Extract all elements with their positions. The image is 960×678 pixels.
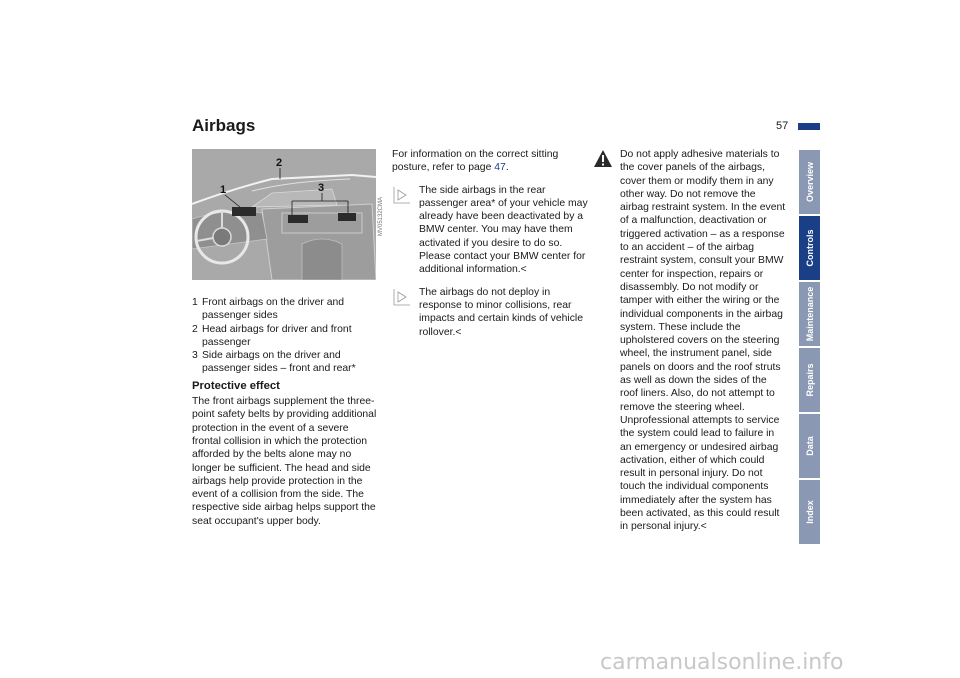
column-3 [593,148,786,534]
car-interior-drawing [192,149,376,280]
tab-data[interactable]: Data [799,414,820,478]
airbag-illustration [192,149,376,280]
callout-1: 1 [220,184,227,196]
legend-item: 2 Head airbags for driver and front passenger [192,323,352,348]
legend-block [192,296,378,528]
page-title: Airbags [192,116,256,135]
callout-2: 2 [276,157,283,169]
tab-maintenance[interactable]: Maintenance [799,282,820,346]
note-icon [392,185,412,205]
column-2 [392,148,588,339]
watermark: carmanualsonline.info [600,650,844,675]
figure-code: MV05132CMA [378,196,384,236]
tab-repairs[interactable]: Repairs [799,348,820,412]
tab-index[interactable]: Index [799,480,820,544]
note-deploy-conditions: The airbags do not deploy in response to minor collisions, rear impacts and certain kinds of vehicle rollover.< [392,286,588,339]
warning-icon [593,149,613,169]
legend-item: 1 Front airbags on the driver and passenger sides [192,297,345,322]
tab-overview[interactable]: Overview [799,150,820,214]
protective-paragraph: The front airbags supplement the three-point safety belts by providing additional protection in the event of a severe frontal collision in which the protection afforded by the belts alone may no longer be sufficient. The head and side airbags help provide protection in the event of a collision from the side. The respective side airbag helps support the seat occupant's upper body. [192,396,377,527]
tab-controls[interactable]: Controls [799,216,820,280]
page-reference-link[interactable]: 47 [494,162,506,174]
page-number: 57 [776,120,789,132]
note-rear-side-airbags: The side airbags in the rear passenger area* of your vehicle may already have been deactivated by a BMW center. You may have them activated if you desire to do so. Please contact your BMW center for additional information.< [392,184,588,277]
legend-list [192,296,378,376]
page-number-bar [798,123,820,130]
warning-note: Do not apply adhesive materials to the cover panels of the airbags, cover them or modify them in any other way. Do not remove the airbag restraint system. In the event of a malfunction, deactivation or triggered activation – as a response to an accident – of the airbag restraint system, consult your BMW center for inspection, repairs or disassembly. Do not modify or tamper with either the wiring or the individual components in the airbag system. These include the upholstered covers on the steering wheel, the instrument panel, side panels on doors and the roof struts as well as down the sides of the roof liners. Also, do not attempt to remove the steering wheel. Unprofessional attempts to service the system could lead to failure in an emergency or undesired airbag activation, either of which could result in personal injury. Do not touch the individual components immediately after the system has been activated, as this could result in personal injury.< [593,148,786,534]
callout-3: 3 [318,182,325,194]
posture-paragraph: For information on the correct sitting posture, refer to page 47. [392,149,559,174]
section-heading: Protective effect [192,379,280,392]
note-icon [392,287,412,307]
legend-item: 3 Side airbags on the driver and passenger sides – front and rear* [192,350,356,375]
